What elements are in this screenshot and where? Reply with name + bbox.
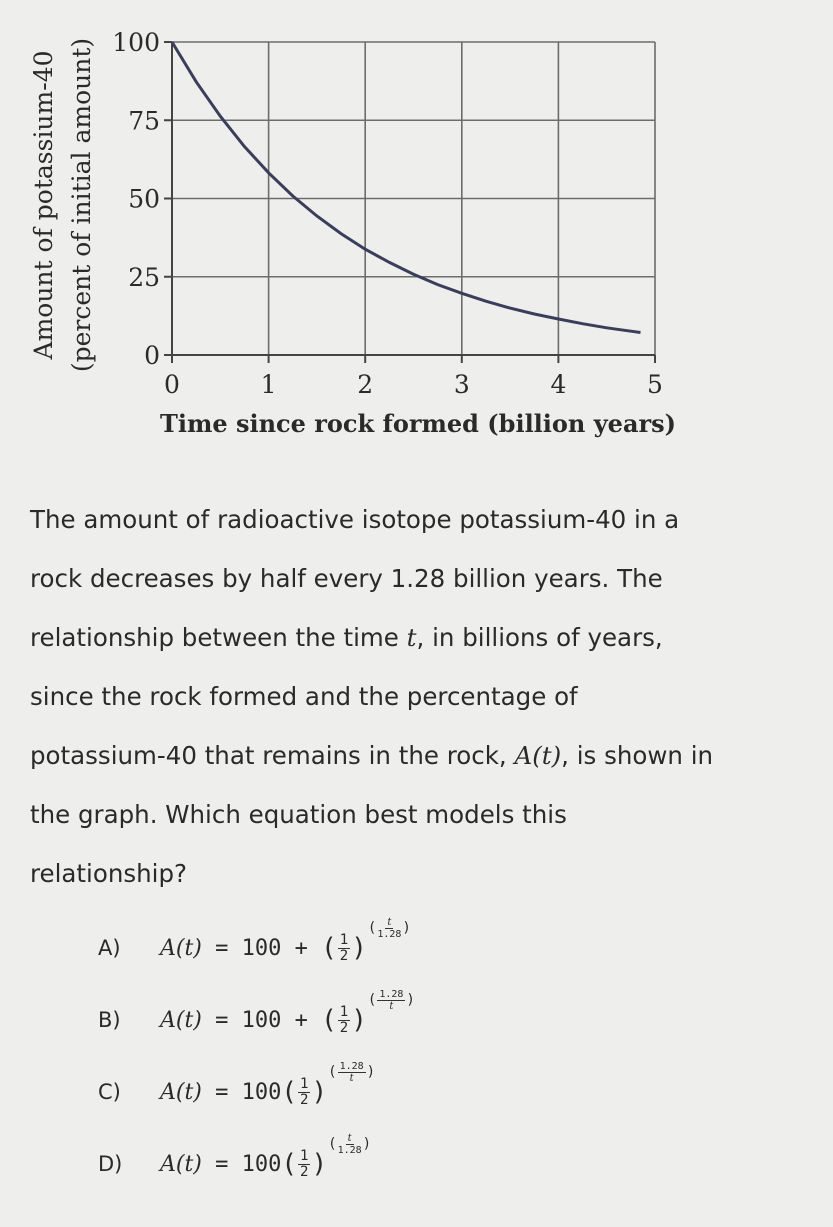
- fraction-denominator: 2: [339, 947, 349, 964]
- question-line: [30, 726, 820, 785]
- exponent-denominator: t: [349, 1072, 354, 1084]
- x-tick-label: 5: [647, 370, 663, 399]
- fraction-numerator: 1: [339, 1003, 349, 1020]
- question-text: [30, 490, 820, 903]
- exponent: ( $\frac{t}{1.28}$ ): [328, 1132, 372, 1156]
- choice-formula: A(t) = 100 ( $\frac{1}{2}$ ) ( $\frac{t}{1.28}$ ): [160, 1132, 372, 1180]
- x-tick-label: 1: [260, 370, 277, 399]
- y-axis-label-line1: Amount of potassium-40: [29, 50, 58, 360]
- formula-mid: = 100: [201, 1151, 282, 1177]
- exponent-numerator: 1.28: [379, 988, 404, 1000]
- x-tick-label: 0: [164, 370, 180, 399]
- choice-letter: D): [98, 1152, 123, 1176]
- chart-axes: [164, 42, 655, 363]
- formula-lhs: A(t): [160, 935, 202, 961]
- x-tick-label: 3: [453, 370, 470, 399]
- question-text-segment: , is shown in: [561, 741, 714, 770]
- y-tick-label: 50: [128, 184, 160, 214]
- choice-a[interactable]: [98, 918, 411, 978]
- formula-lhs: A(t): [160, 1079, 202, 1105]
- question-text-segment: potassium-40 that remains in the rock,: [30, 741, 515, 770]
- formula-mid: = 100: [201, 1079, 282, 1105]
- function-At: A(t): [514, 741, 562, 770]
- question-line: relationship?: [30, 859, 188, 888]
- y-axis-label-line2: (percent of initial amount): [67, 37, 96, 373]
- half-fraction: [338, 1005, 350, 1036]
- exponent-denominator: 1.28: [377, 928, 402, 940]
- x-tick-labels: [164, 370, 663, 399]
- choice-letter: A): [98, 936, 121, 960]
- exponent-numerator: t: [347, 1132, 352, 1144]
- formula-lhs: A(t): [160, 1151, 202, 1177]
- exponent-denominator: t: [389, 1000, 394, 1012]
- exponent: ( $\frac{t}{1.28}$ ): [367, 916, 411, 940]
- choice-b[interactable]: [98, 990, 415, 1050]
- fraction-numerator: 1: [339, 931, 349, 948]
- exponent-numerator: t: [387, 916, 392, 928]
- fraction-denominator: 2: [300, 1091, 309, 1108]
- half-fraction: [338, 933, 350, 964]
- choice-letter: B): [98, 1008, 121, 1032]
- formula-mid: = 100 +: [201, 1007, 322, 1033]
- y-tick-label: 100: [112, 28, 160, 57]
- half-fraction: [298, 1149, 310, 1180]
- fraction-numerator: 1: [300, 1147, 309, 1164]
- formula-mid: = 100 +: [201, 935, 322, 961]
- variable-t: t: [406, 623, 417, 652]
- choice-formula: A(t) = 100 + ( $\frac{1}{2}$ ) ( $\frac{t}{1.28}$ ): [160, 916, 411, 964]
- choice-d[interactable]: [98, 1134, 371, 1194]
- fraction-denominator: 2: [300, 1163, 309, 1180]
- x-tick-label: 4: [550, 370, 567, 399]
- question-line: rock decreases by half every 1.28 billion years. The: [30, 564, 663, 593]
- exponent-numerator: 1.28: [339, 1060, 364, 1072]
- choice-formula: A(t) = 100 ( $\frac{1}{2}$ ) ( $\frac{1.28}{t}$ ): [160, 1060, 376, 1108]
- x-axis-label: Time since rock formed (billion years): [159, 409, 677, 438]
- choice-c[interactable]: [98, 1062, 375, 1122]
- x-tick-label: 2: [357, 370, 374, 399]
- question-line: The amount of radioactive isotope potassium-40 in a: [30, 505, 680, 534]
- choice-formula: A(t) = 100 + ( $\frac{1}{2}$ ) ( $\frac{1.28}{t}$ ): [160, 988, 415, 1036]
- y-tick-label: 75: [128, 106, 160, 136]
- question-line: since the rock formed and the percentage of: [30, 682, 578, 711]
- exponent-denominator: 1.28: [337, 1144, 362, 1156]
- y-tick-label: 0: [144, 341, 160, 370]
- half-fraction: [298, 1077, 310, 1108]
- decay-curve: [172, 42, 641, 333]
- formula-lhs: A(t): [160, 1007, 202, 1033]
- y-tick-label: 25: [128, 262, 160, 292]
- question-line: [30, 608, 820, 667]
- question-line: the graph. Which equation best models this: [30, 800, 567, 829]
- choice-letter: C): [98, 1080, 121, 1104]
- fraction-numerator: 1: [300, 1075, 309, 1092]
- fraction-denominator: 2: [339, 1019, 349, 1036]
- decay-chart: [0, 0, 833, 470]
- question-text-segment: relationship between the time: [30, 623, 407, 652]
- exponent: ( $\frac{1.28}{t}$ ): [367, 988, 415, 1012]
- y-tick-labels: [112, 28, 160, 370]
- chart-grid: [172, 42, 655, 355]
- exponent: ( $\frac{1.28}{t}$ ): [328, 1060, 376, 1084]
- question-text-segment: , in billions of years,: [416, 623, 663, 652]
